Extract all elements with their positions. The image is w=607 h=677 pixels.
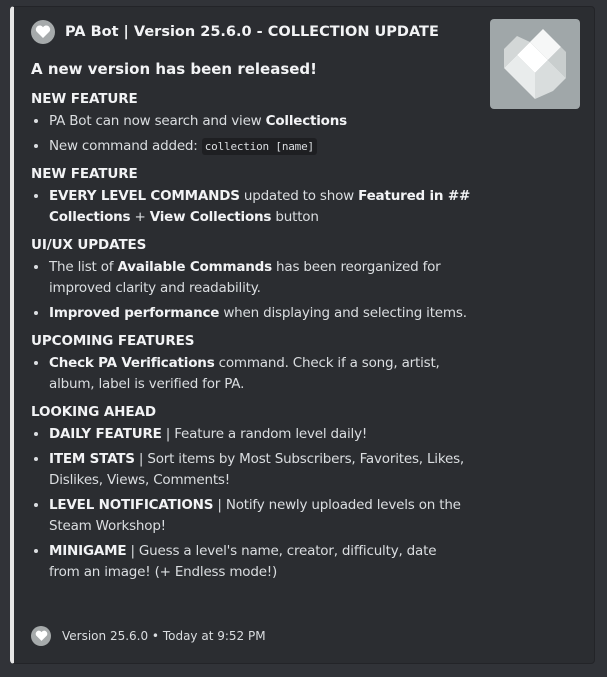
text-segment: has been reorganized for improved clarity and readability. [49,259,441,296]
heart-logo-icon [490,19,580,109]
list-item [49,136,471,157]
bold-text: LEVEL NOTIFICATIONS [49,497,214,513]
list-item [49,424,471,445]
section-list [31,186,471,228]
section-title: UI/UX UPDATES [31,237,147,253]
section-list [31,424,471,583]
section-title: UPCOMING FEATURES [31,333,195,349]
section-list [31,111,471,157]
list-item [49,541,471,583]
text-segment: | Feature a random level daily! [161,426,368,442]
bold-text: MINIGAME [49,543,127,559]
embed-footer [31,626,266,646]
text-segment: New command added: [49,138,202,154]
text-segment: command. Check if a song, artist, album, label is verified for PA. [49,355,440,392]
section-list [31,353,471,395]
text-segment: | Guess a level's name, creator, difficulty, date from an image! (+ Endless mode!) [49,543,437,580]
footer-text: Version 25.6.0 • Today at 9:52 PM [62,629,266,643]
bold-text: Available Commands [117,259,272,275]
list-item [49,186,471,228]
bold-text: Collections [265,113,348,129]
headline: A new version has been released! [31,60,318,78]
inline-code: collection [name] [202,138,317,155]
text-segment: | Sort items by Most Subscribers, Favorites, Likes, Dislikes, Views, Comments! [49,451,465,488]
text-segment: when displaying and selecting items. [219,305,467,321]
bold-text: Featured in ## Collections [49,188,471,225]
list-item [49,111,471,132]
list-item [49,257,471,299]
bold-text: ITEM STATS [49,451,135,467]
text-segment: + [130,209,150,225]
text-segment: The list of [49,259,118,275]
list-item [49,303,471,324]
bold-text: EVERY LEVEL COMMANDS [49,188,240,204]
list-item [49,353,471,395]
section-list [31,257,471,324]
text-segment: PA Bot can now search and view [49,113,266,129]
thumbnail-image[interactable] [490,19,580,109]
author-name[interactable]: PA Bot | Version 25.6.0 - COLLECTION UPDATE [65,24,439,40]
bot-embed [10,6,595,664]
heart-icon [31,626,51,646]
embed-author [31,20,439,44]
embed-description [31,60,471,592]
bold-text: DAILY FEATURE [49,426,162,442]
section-title: NEW FEATURE [31,166,138,182]
list-item [49,449,471,491]
section-title: NEW FEATURE [31,91,138,107]
list-item [49,495,471,537]
section-title: LOOKING AHEAD [31,404,156,420]
heart-icon [31,20,55,44]
text-segment: updated to show [239,188,359,204]
text-segment: button [271,209,319,225]
bold-text: Check PA Verifications [49,355,215,371]
bold-text: View Collections [149,209,272,225]
text-segment: | Notify newly uploaded levels on the Steam Workshop! [49,497,461,534]
bold-text: Improved performance [49,305,220,321]
